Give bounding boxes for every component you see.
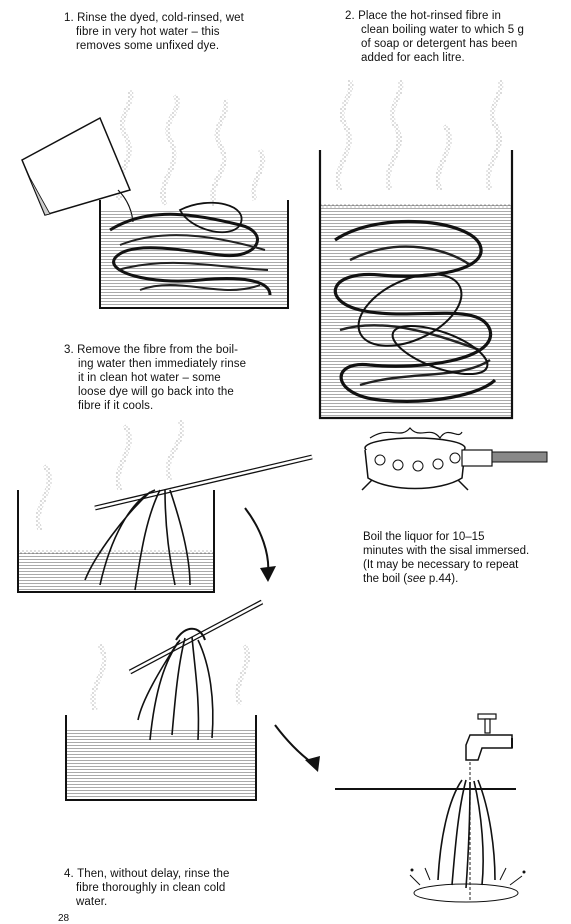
- step-line: clean boiling water to which 5 g: [361, 24, 525, 36]
- steam-icon: [338, 80, 501, 190]
- steam-icon: [118, 90, 263, 205]
- step-line: it in clean hot water – some: [78, 372, 221, 384]
- step-line: ing water then immediately rinse: [78, 358, 247, 370]
- step-line: fibre if it cools.: [78, 400, 154, 412]
- note-line: (It may be necessary to repeat: [363, 559, 519, 571]
- step-line: fibre in very hot water – this: [76, 26, 220, 38]
- step-4-text: [64, 867, 294, 909]
- step-number: 1.: [64, 12, 74, 24]
- step-number: 3.: [64, 344, 74, 356]
- note-line: Boil the liquor for 10–15: [363, 531, 485, 543]
- hot-water-pot-icon: [100, 200, 288, 308]
- water-tap-icon: [466, 714, 512, 760]
- step-2-text: [345, 9, 565, 65]
- step-3-text: [64, 343, 294, 413]
- boil-note: [363, 530, 563, 586]
- step-number: 2.: [345, 10, 355, 22]
- note-line: minutes with the sisal immersed.: [363, 545, 530, 557]
- page-number: 28: [58, 913, 70, 924]
- step-line: Rinse the dyed, cold-rinsed, wet: [77, 12, 244, 24]
- step2-illustration: [320, 80, 547, 490]
- step-line: fibre thoroughly in clean cold: [76, 882, 226, 894]
- note-line: [363, 572, 563, 586]
- steam-icon: [38, 420, 182, 530]
- step-line: Place the hot-rinsed fibre in: [358, 10, 501, 22]
- step-number: 4.: [64, 868, 74, 880]
- see-reference: see: [407, 573, 426, 585]
- step-line: Then, without delay, rinse the: [77, 868, 230, 880]
- fibre-bundle-icon: [438, 780, 495, 888]
- step-line: of soap or detergent has been: [361, 38, 518, 50]
- step1-illustration: [22, 90, 288, 308]
- note-text: the boil (: [363, 573, 408, 585]
- step-line: added for each litre.: [361, 52, 465, 64]
- note-text: p.44).: [425, 573, 459, 585]
- arrow-down-icon: [275, 725, 320, 772]
- step3-rinse-illustration: [66, 602, 262, 800]
- arrow-down-icon: [245, 508, 276, 582]
- pouring-jug-icon: [22, 118, 133, 222]
- step-1-text: [64, 11, 294, 53]
- step-line: Remove the fibre from the boil-: [77, 344, 239, 356]
- boiling-pot-icon: [320, 150, 512, 418]
- gas-burner-icon: [362, 428, 547, 490]
- step-line: removes some unfixed dye.: [76, 40, 220, 52]
- step-line: loose dye will go back into the: [78, 386, 234, 398]
- step4-illustration: [335, 714, 526, 902]
- step-line: water.: [76, 896, 108, 908]
